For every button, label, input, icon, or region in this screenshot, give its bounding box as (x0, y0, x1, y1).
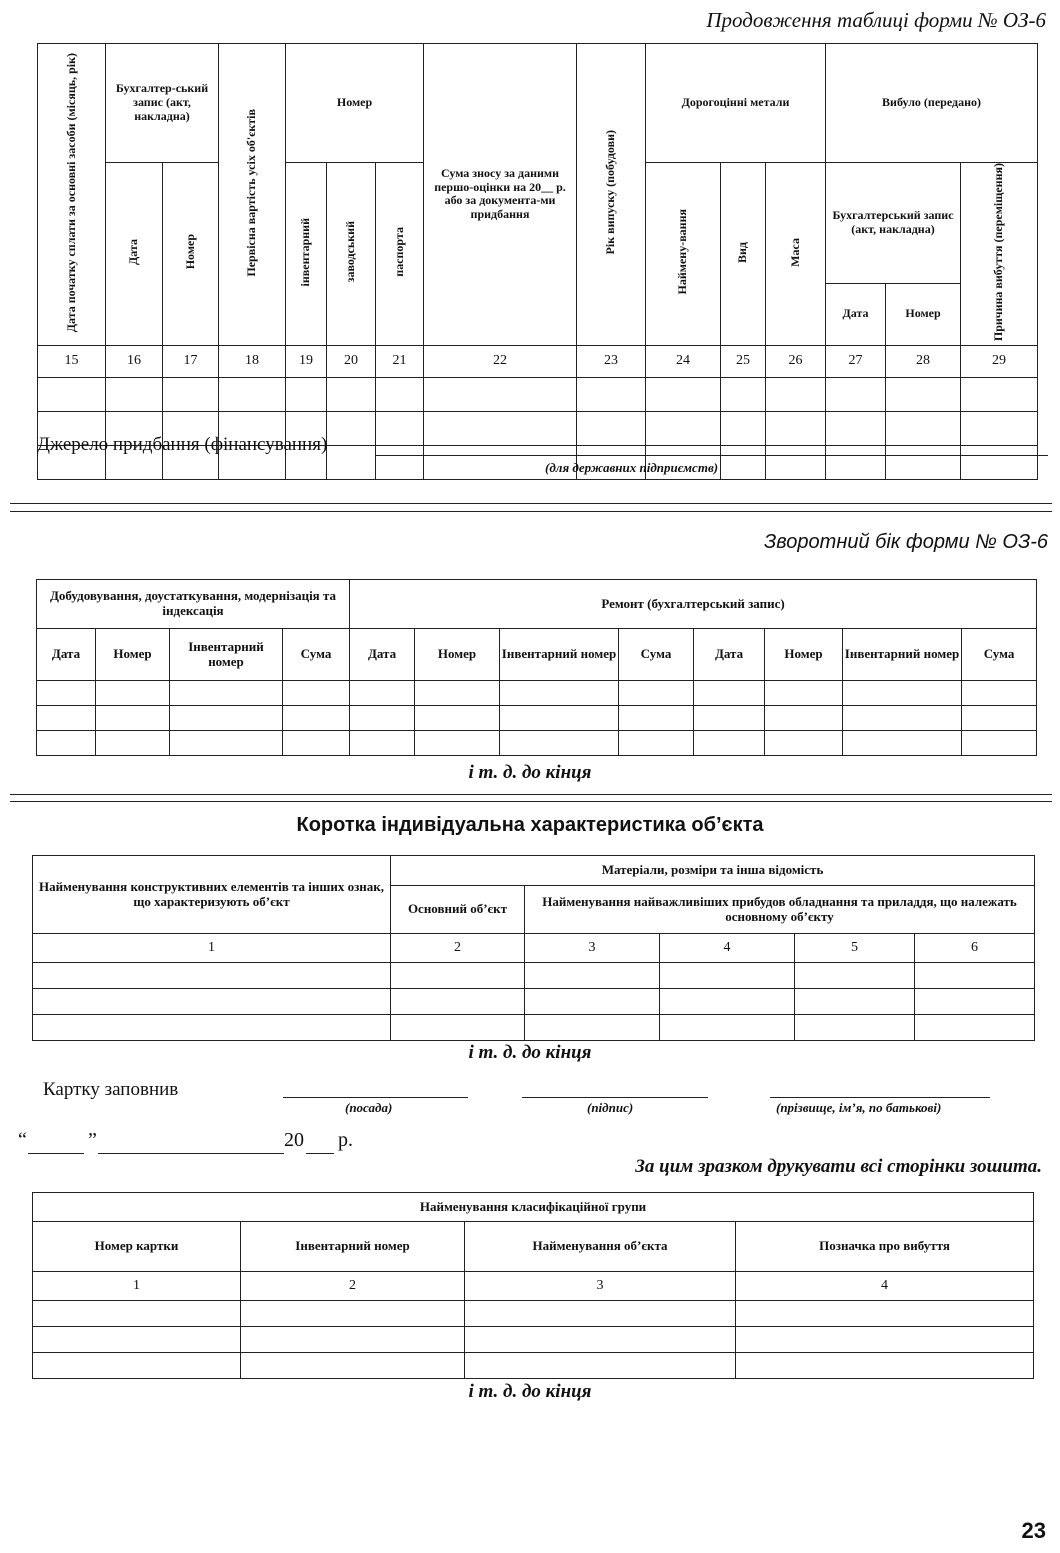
col-number: 5 (795, 934, 915, 963)
h-number: Номер (163, 163, 219, 346)
h-build: Добудовування, доустаткування, модернізація та індексація (37, 580, 350, 629)
col-number: 1 (33, 1272, 241, 1301)
print-note: За цим зразком друкувати всі сторінки зошита. (635, 1156, 1042, 1177)
col-number: 18 (219, 345, 286, 377)
col-number: 16 (106, 345, 163, 377)
register-table (32, 1192, 1034, 1379)
col-header: Номер (415, 629, 500, 681)
characteristic-table (32, 855, 1035, 1041)
h-passport: паспорта (376, 163, 424, 346)
col-number: 15 (38, 345, 106, 377)
col-number: 20 (327, 345, 376, 377)
col-header: Дата (694, 629, 765, 681)
table-row (33, 989, 1035, 1015)
etc-note: і т. д. до кінця (468, 762, 592, 783)
table-row (33, 1301, 1034, 1327)
reverse-heading: Зворотний бік форми № ОЗ-6 (764, 531, 1048, 553)
h-metal-mass: Маса (766, 163, 826, 346)
position-line[interactable] (283, 1097, 468, 1098)
col-number: 6 (915, 934, 1035, 963)
col-header: Інвентарний номер (843, 629, 962, 681)
year-suffix: р. (338, 1129, 353, 1151)
col-number: 23 (577, 345, 646, 377)
h-metals: Дорогоцінні метали (646, 44, 826, 163)
h-disposed-date: Дата (826, 283, 886, 345)
col-number: 17 (163, 345, 219, 377)
h-disposed-num: Номер (886, 283, 961, 345)
h-materials: Матеріали, розміри та інша відомість (391, 856, 1035, 886)
name-caption: (прізвище, ім’я, по батькові) (776, 1100, 942, 1115)
col-number: 2 (391, 934, 525, 963)
h-factory: заводський (327, 163, 376, 346)
h-inventory: інвентарний (286, 163, 327, 346)
h-reason: Причина вибуття (переміщення) (961, 163, 1038, 346)
quote-open: “ (18, 1129, 27, 1151)
source-label: Джерело придбання (фінансування) (37, 434, 328, 455)
source-note: (для державних підприємств) (545, 460, 719, 475)
year-prefix: 20 (284, 1129, 304, 1151)
table-row (37, 681, 1037, 706)
col-number: 3 (525, 934, 660, 963)
table-row (38, 377, 1038, 411)
col-header: Дата (350, 629, 415, 681)
h-elements: Найменування конструктивних елементів та інших ознак, що характеризують об’єкт (33, 856, 391, 934)
table-row (33, 1353, 1034, 1379)
h-payment-date: Дата початку сплати за основні засоби (місяць, рік) (38, 44, 106, 346)
year-line[interactable] (306, 1153, 334, 1154)
table-row (37, 731, 1037, 756)
page-number: 23 (1021, 1518, 1046, 1543)
divider (10, 511, 1052, 512)
h-devices: Найменування найважливіших прибудов обладнання та приладдя, що належать основному об’єкту (525, 886, 1035, 934)
continuation-heading: Продовження таблиці форми № ОЗ-6 (706, 8, 1046, 32)
position-caption: (посада) (345, 1100, 393, 1115)
col-number: 4 (736, 1272, 1034, 1301)
repair-table (36, 579, 1037, 756)
col-header: Номер (765, 629, 843, 681)
signature-line[interactable] (522, 1097, 708, 1098)
table-row (37, 706, 1037, 731)
divider (10, 503, 1052, 504)
col-number: 3 (465, 1272, 736, 1301)
divider (10, 801, 1052, 802)
continuation-table (37, 43, 1038, 480)
col-header: Позначка про вибуття (736, 1222, 1034, 1272)
h-metal-name: Наймену-вання (646, 163, 721, 346)
col-header: Інвентарний номер (241, 1222, 465, 1272)
col-header: Інвентарний номер (170, 629, 283, 681)
month-line[interactable] (98, 1153, 284, 1154)
signature-caption: (підпис) (587, 1100, 634, 1115)
table-row (33, 963, 1035, 989)
col-number: 26 (766, 345, 826, 377)
h-disposed: Вибуло (передано) (826, 44, 1038, 163)
col-number: 22 (424, 345, 577, 377)
col-number: 4 (660, 934, 795, 963)
h-year: Рік випуску (побудови) (577, 44, 646, 346)
col-number: 1 (33, 934, 391, 963)
h-group: Найменування класифікаційної групи (33, 1193, 1034, 1222)
h-accounting: Бухгалтер-ський запис (акт, накладна) (106, 44, 219, 163)
divider (10, 794, 1052, 795)
h-depreciation: Сума зносу за даними першо-оцінки на 20__ р. або за документа-ми придбання (424, 44, 577, 346)
col-number: 24 (646, 345, 721, 377)
col-header: Номер (96, 629, 170, 681)
filled-by-label: Картку заповнив (43, 1079, 179, 1100)
col-number: 28 (886, 345, 961, 377)
col-header: Дата (37, 629, 96, 681)
col-header: Сума (962, 629, 1037, 681)
col-number: 2 (241, 1272, 465, 1301)
col-number: 25 (721, 345, 766, 377)
col-header: Найменування об’єкта (465, 1222, 736, 1272)
section-title: Коротка індивідуальна характеристика об’єкта (296, 814, 764, 836)
h-disposed-acc: Бухгалтерський запис (акт, накладна) (826, 163, 961, 284)
h-metal-kind: Вид (721, 163, 766, 346)
etc-note: і т. д. до кінця (468, 1381, 592, 1402)
quote-close: ” (88, 1129, 97, 1151)
col-header: Номер картки (33, 1222, 241, 1272)
h-initial-cost: Первісна вартість усіх об'єктів (219, 44, 286, 346)
col-number: 27 (826, 345, 886, 377)
h-date: Дата (106, 163, 163, 346)
col-number: 29 (961, 345, 1038, 377)
source-line[interactable] (376, 455, 1048, 456)
table-row (33, 1015, 1035, 1041)
h-main-object: Основний об’єкт (391, 886, 525, 934)
col-header: Сума (619, 629, 694, 681)
day-line[interactable] (28, 1153, 84, 1154)
h-number-group: Номер (286, 44, 424, 163)
col-header: Інвентарний номер (500, 629, 619, 681)
col-header: Сума (283, 629, 350, 681)
col-number: 19 (286, 345, 327, 377)
date-field (18, 1129, 378, 1155)
table-row (33, 1327, 1034, 1353)
name-line[interactable] (770, 1097, 990, 1098)
h-repair: Ремонт (бухгалтерський запис) (350, 580, 1037, 629)
col-number: 21 (376, 345, 424, 377)
etc-note: і т. д. до кінця (468, 1042, 592, 1063)
